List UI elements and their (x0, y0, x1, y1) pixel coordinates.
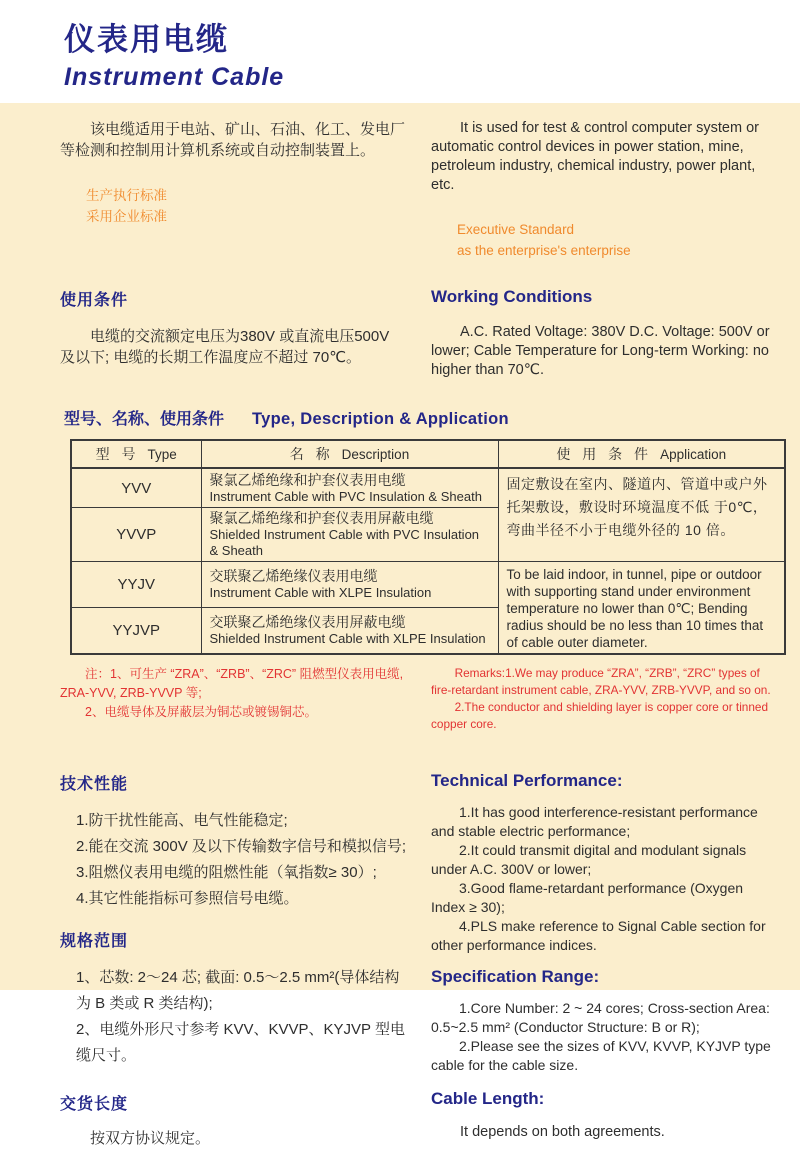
specification-heading-en: Specification Range: (431, 967, 600, 986)
technical-item-zh: 3.阻燃仪表用电缆的阻燃性能（氧指数≥ 30）; (76, 864, 377, 881)
type-cell-yyjvp: YYJVP (71, 607, 201, 654)
working-conditions-body-en: A.C. Rated Voltage: 380V D.C. Voltage: 500V or lower; Cable Temperature for Long-term Working: no higher than 70℃. (431, 324, 770, 378)
working-conditions-heading-zh: 使用条件 (60, 292, 129, 309)
remark-zh-line2: 2、电缆导体及屏蔽层为铜芯或镀锡铜芯。 (85, 705, 317, 719)
type-table-section-heading (0, 406, 800, 429)
remarks-section (0, 665, 800, 733)
standard-block-en (457, 219, 778, 261)
type-table (70, 439, 786, 655)
intro-column-zh (60, 119, 407, 261)
lower-column-zh (60, 771, 407, 1149)
technical-heading-en: Technical Performance: (431, 771, 623, 790)
remarks-en (431, 665, 778, 733)
working-conditions-section (0, 287, 800, 380)
technical-list-en (431, 803, 778, 955)
specification-list-en (431, 999, 778, 1075)
specification-item-zh: 1、芯数: 2～24 芯; 截面: 0.5～2.5 mm²(导体结构为 B 类或 R 类结构); (76, 969, 400, 1012)
technical-item-en: 2.It could transmit digital and modulant signals under A.C. 300V or lower; (431, 842, 747, 877)
desc-cell-yvv: 聚氯乙烯绝缘和护套仪表用电缆 Instrument Cable with PVC Insulation & Sheath (201, 468, 498, 508)
specification-list-zh (76, 965, 407, 1069)
standard-block-zh (86, 185, 407, 227)
intro-column-en (431, 119, 778, 261)
desc-cell-yyjv: 交联聚乙烯绝缘仪表用电缆 Instrument Cable with XLPE Insulation (201, 562, 498, 608)
remarks-zh (60, 665, 407, 733)
cable-length-body-en: It depends on both agreements. (460, 1124, 665, 1140)
technical-item-en: 3.Good flame-retardant performance (Oxygen Index ≥ 30); (431, 880, 744, 915)
standard-en-line1: Executive Standard (457, 222, 575, 237)
lower-sections (0, 771, 800, 1149)
technical-heading-zh: 技术性能 (60, 776, 129, 793)
intro-paragraph-zh: 该电缆适用于电站、矿山、石油、化工、发电厂等检测和控制用计算机系统或自动控制装置上。 (60, 121, 406, 159)
table-header-row (71, 440, 785, 468)
type-table-heading-zh: 型号、名称、使用条件 (64, 411, 225, 428)
table-row (71, 468, 785, 508)
working-conditions-body-zh: 电缆的交流额定电压为380V 或直流电压500V 及以下; 电缆的长期工作温度应不超过 70℃。 (60, 328, 390, 366)
page-title-zh: 仪表用电缆 (64, 22, 229, 57)
working-conditions-zh (60, 287, 407, 380)
technical-item-zh: 2.能在交流 300V 及以下传输数字信号和模拟信号; (76, 838, 407, 855)
standard-en-line2: as the enterprise's enterprise (457, 243, 631, 258)
type-table-heading-en: Type, Description & Application (252, 410, 509, 428)
type-cell-yvv: YVV (71, 468, 201, 508)
page-header (0, 0, 800, 103)
table-row (71, 562, 785, 608)
working-conditions-heading-en: Working Conditions (431, 287, 593, 306)
type-cell-yyjv: YYJV (71, 562, 201, 608)
desc-cell-yyjvp: 交联聚乙烯绝缘仪表用屏蔽电缆 Shielded Instrument Cable with XLPE Insulation (201, 607, 498, 654)
remark-en-line1: Remarks:1.We may produce “ZRA”, “ZRB”, “ZRC” types of fire-retardant instrument cable, ZRA-YVV, ZRB-YVVP, and so on. (431, 666, 771, 697)
cable-length-heading-en: Cable Length: (431, 1089, 545, 1108)
working-conditions-en (431, 287, 778, 380)
desc-cell-yvvp: 聚氯乙烯绝缘和护套仪表用屏蔽电缆 Shielded Instrument Cable with PVC Insulation & Sheath (201, 508, 498, 562)
intro-section (0, 119, 800, 261)
technical-list-zh (76, 808, 407, 912)
specification-item-en: 1.Core Number: 2 ~ 24 cores; Cross-section Area: 0.5~2.5 mm² (Conductor Structure: B or R); (431, 1000, 770, 1035)
standard-zh-line2: 采用企业标准 (86, 209, 167, 224)
column-header-description: 名 称 Description (201, 440, 498, 468)
technical-item-zh: 1.防干扰性能高、电气性能稳定; (76, 812, 288, 829)
column-header-application: 使 用 条 件 Application (498, 440, 785, 468)
remark-en-line2: 2.The conductor and shielding layer is copper core or tinned copper core. (431, 700, 769, 731)
column-header-type: 型 号 Type (71, 440, 201, 468)
cable-length-body-zh: 按双方协议规定。 (90, 1130, 211, 1147)
specification-item-zh: 2、电缆外形尺寸参考 KVV、KVVP、KYJVP 型电缆尺寸。 (76, 1021, 405, 1064)
specification-heading-zh: 规格范围 (60, 933, 129, 950)
cable-length-heading-zh: 交货长度 (60, 1096, 129, 1113)
application-cell-en: To be laid indoor, in tunnel, pipe or outdoor with supporting stand under environment temperature no lower than 0℃; Bending radius should be no less than 10 times that of cable outer diameter. (498, 562, 785, 655)
technical-item-en: 1.It has good interference-resistant performance and stable electric performance; (431, 804, 758, 839)
specification-item-en: 2.Please see the sizes of KVV, KVVP, KYJVP type cable for the cable size. (431, 1038, 771, 1073)
content-sheet (0, 103, 800, 1147)
page-title-en: Instrument Cable (64, 63, 285, 91)
type-cell-yvvp: YVVP (71, 508, 201, 562)
technical-item-en: 4.PLS make reference to Signal Cable section for other performance indices. (431, 918, 766, 953)
application-cell-zh: 固定敷设在室内、隧道内、管道中或户外托架敷设，敷设时环境温度不低 于0℃，弯曲半径不小于电缆外径的 10 倍。 (498, 468, 785, 562)
intro-paragraph-en: It is used for test & control computer system or automatic control devices in power station, mine, petroleum industry, chemical industry, power plant, etc. (431, 120, 759, 193)
remark-zh-line1: 注：1、可生产 “ZRA”、“ZRB”、“ZRC” 阻燃型仪表用电缆, ZRA-YVV, ZRB-YVVP 等; (60, 667, 404, 700)
standard-zh-line1: 生产执行标准 (86, 188, 167, 203)
lower-column-en (431, 771, 778, 1149)
technical-item-zh: 4.其它性能指标可参照信号电缆。 (76, 890, 299, 907)
